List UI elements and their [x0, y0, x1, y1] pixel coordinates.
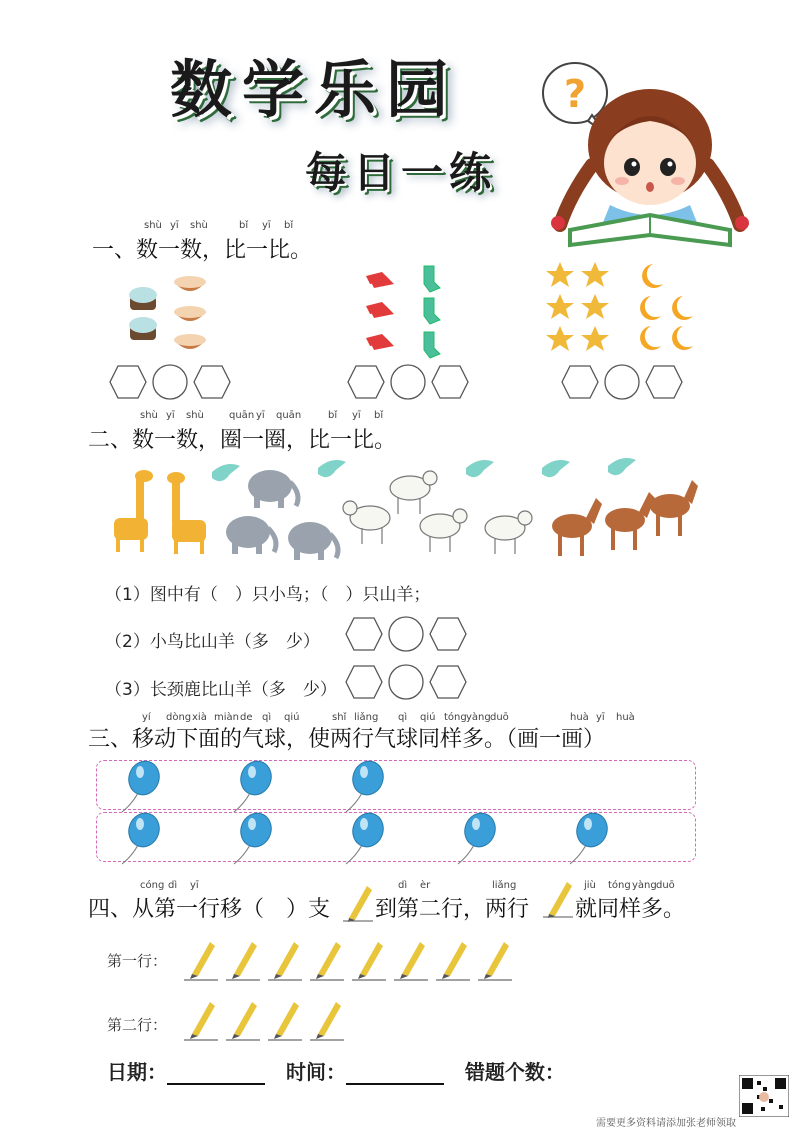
q2-sub1: （1）图中有（ ）只小鸟；（ ）只山羊；	[105, 585, 431, 605]
answer-circle	[389, 665, 423, 699]
pencil-icon	[310, 942, 344, 980]
pencil-icon	[184, 1002, 218, 1040]
pencil-icon	[343, 880, 373, 922]
elephant-icon	[288, 522, 338, 560]
bird-icon	[466, 460, 494, 477]
horse-icon	[650, 480, 698, 536]
sock-icon	[424, 332, 440, 358]
cake-icon	[129, 287, 157, 310]
moon-icon	[672, 296, 693, 320]
star-icon	[581, 262, 609, 287]
bird-icon	[212, 464, 240, 481]
q1-answer-shapes[interactable]	[100, 362, 700, 404]
giraffe-icon	[114, 470, 153, 552]
answer-hexagon	[430, 618, 466, 650]
horse-icon	[552, 498, 602, 556]
answer-hexagon	[346, 666, 382, 698]
answer-hexagon	[346, 618, 382, 650]
pencil-icon	[268, 1002, 302, 1040]
errors-label: 错题个数：	[464, 1060, 565, 1084]
q4-label-c: 就同样多。	[575, 897, 686, 922]
balloon-icon[interactable]	[346, 809, 388, 864]
answer-hexagon	[562, 366, 598, 398]
answer-hexagon	[430, 666, 466, 698]
bowl-icon	[174, 306, 206, 321]
goat-icon	[343, 501, 390, 544]
balloon-icon[interactable]	[458, 809, 500, 864]
moon-icon	[640, 326, 661, 350]
moon-icon	[640, 296, 661, 320]
q1-group-shoes-socks	[360, 262, 450, 362]
answer-hexagon	[432, 366, 468, 398]
balloon-icon[interactable]	[122, 757, 164, 812]
pencil-row-1	[180, 934, 540, 984]
bowl-icon	[174, 334, 206, 349]
bird-icon	[608, 458, 636, 475]
qr-code-icon	[739, 1075, 789, 1117]
q4-label-a: 四、从第一行移（ ）支	[88, 897, 331, 922]
q1-group-stars-moons	[545, 260, 705, 355]
shoe-icon	[366, 302, 394, 318]
q2-sub3: （3）长颈鹿比山羊（多 少）	[105, 680, 337, 700]
goat-icon	[485, 511, 532, 554]
q1-label: 一、数一数，比一比。	[92, 238, 313, 263]
page-subtitle: 每日一练	[305, 148, 498, 197]
q2-sub3-answer-shapes[interactable]	[340, 662, 480, 702]
balloon-rows[interactable]	[96, 756, 696, 866]
answer-hexagon	[646, 366, 682, 398]
q3-label: 三、移动下面的气球，使两行气球同样多。（画一画）	[88, 727, 606, 752]
q4-pinyin: cóng dì yī dì èr liǎng jiù tóng yàng duō	[140, 880, 675, 891]
balloon-icon[interactable]	[234, 757, 276, 812]
star-icon	[546, 294, 574, 319]
moon-icon	[672, 326, 693, 350]
q2-pinyin: shù yī shù quān yī quān bǐ yī bǐ	[140, 410, 384, 421]
date-input-line[interactable]	[167, 1061, 265, 1085]
balloon-icon[interactable]	[570, 809, 612, 864]
bird-icon	[318, 460, 346, 477]
answer-circle	[389, 617, 423, 651]
goat-icon	[390, 471, 437, 514]
bird-icon	[542, 460, 570, 477]
moon-icon	[642, 264, 663, 288]
star-icon	[581, 326, 609, 351]
cake-icon	[129, 317, 157, 340]
q2-sub2: （2）小鸟比山羊（多 少）	[105, 632, 320, 652]
pencil-icon	[268, 942, 302, 980]
q4-row2-label: 第二行：	[107, 1016, 168, 1034]
balloon-icon[interactable]	[234, 809, 276, 864]
sock-icon	[424, 266, 440, 292]
pencil-icon	[226, 1002, 260, 1040]
q3-pinyin: yí dòng xià miàn de qì qiú shǐ liǎng qì qiú tóng yàng duō huà yī huà	[142, 712, 635, 723]
q2-label: 二、数一数，圈一圈，比一比。	[88, 428, 397, 453]
date-label: 日期：	[107, 1060, 167, 1084]
page-title: 数学乐园	[170, 53, 459, 126]
pencil-icon	[352, 942, 386, 980]
footer-row	[107, 1056, 565, 1085]
time-input-line[interactable]	[346, 1061, 444, 1085]
pencil-icon	[436, 942, 470, 980]
elephant-icon	[248, 470, 298, 508]
shoe-icon	[366, 272, 394, 288]
time-label: 时间：	[285, 1060, 346, 1084]
giraffe-icon	[167, 472, 206, 554]
footer-note: 需要更多资料请添加张老师领取	[596, 1118, 736, 1129]
sock-icon	[424, 298, 440, 324]
goat-icon	[420, 509, 467, 552]
q4-label-b: 到第二行，两行	[375, 897, 530, 922]
pencil-icon	[310, 1002, 344, 1040]
pencil-row-2	[180, 994, 540, 1044]
pencil-icon	[184, 942, 218, 980]
balloon-icon[interactable]	[346, 757, 388, 812]
answer-circle	[153, 365, 187, 399]
elephant-icon	[226, 516, 276, 554]
pencil-icon	[226, 942, 260, 980]
star-icon	[546, 262, 574, 287]
balloon-icon[interactable]	[122, 809, 164, 864]
star-icon	[581, 294, 609, 319]
bowl-icon	[174, 276, 206, 291]
shoe-icon	[366, 334, 394, 350]
pencil-icon	[478, 942, 512, 980]
pencil-icon	[394, 942, 428, 980]
star-icon	[546, 326, 574, 351]
pencil-icon	[543, 876, 573, 918]
q2-animal-scene	[100, 458, 700, 568]
svg-text:?: ?	[564, 72, 587, 116]
answer-hexagon	[194, 366, 230, 398]
q1-pinyin: shù yī shù bǐ yī bǐ	[144, 220, 294, 231]
q4-row1-label: 第一行：	[107, 952, 168, 970]
q2-sub2-answer-shapes[interactable]	[340, 614, 480, 654]
answer-hexagon	[110, 366, 146, 398]
answer-circle	[605, 365, 639, 399]
horse-icon	[605, 492, 655, 550]
answer-circle	[391, 365, 425, 399]
q1-group-cakes-bowls	[120, 270, 220, 360]
answer-hexagon	[348, 366, 384, 398]
girl-reading-illustration	[530, 55, 770, 250]
